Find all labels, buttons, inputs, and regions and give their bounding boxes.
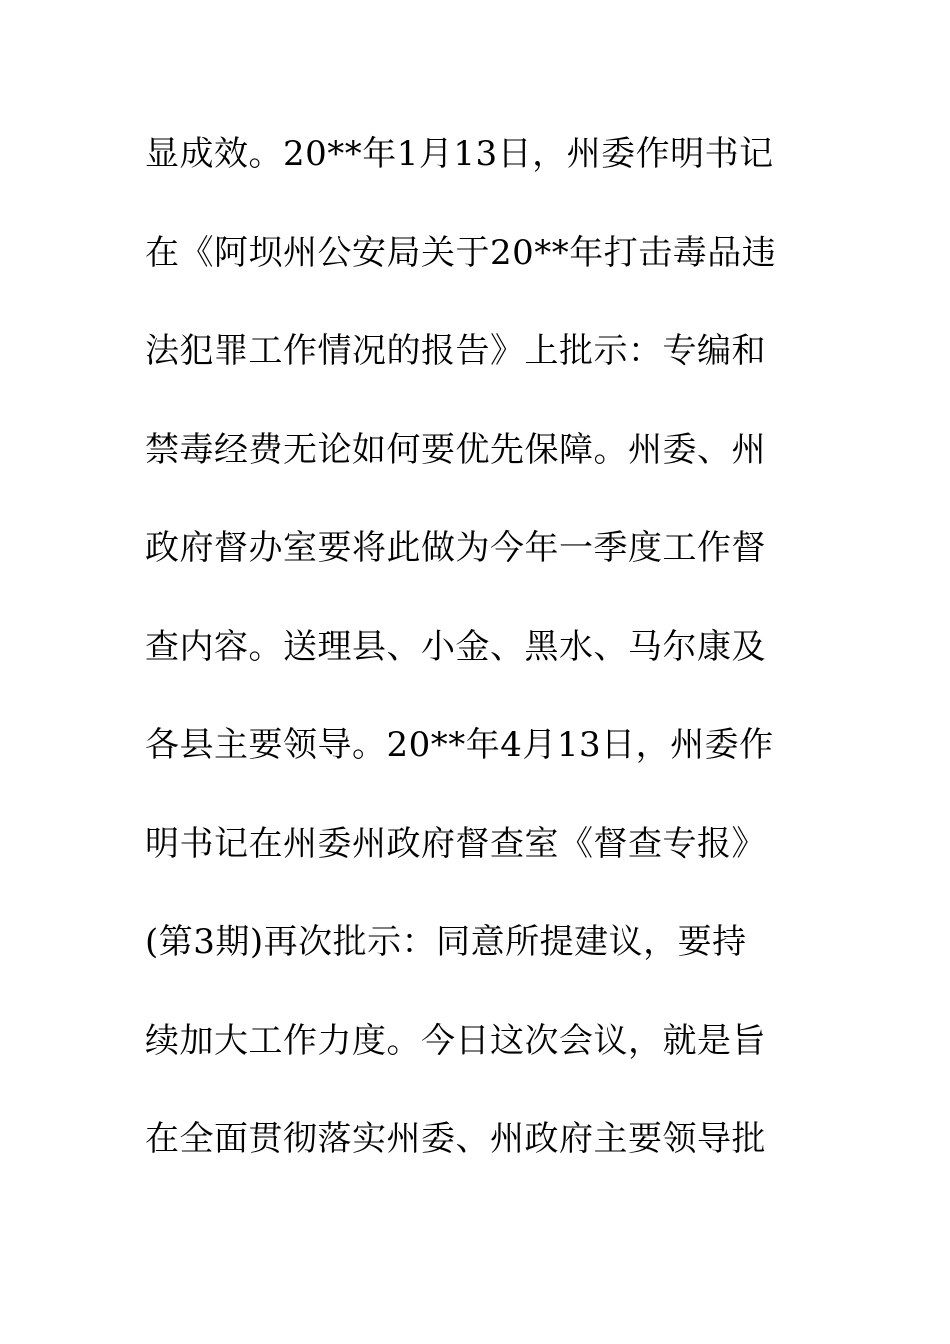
text-line-11: 在全面贯彻落实州委、州政府主要领导批	[145, 1119, 766, 1159]
text-line-4: 禁毒经费无论如何要优先保障。州委、州	[145, 429, 766, 470]
text-line-1: 显成效。20**年1月13日，州委作明书记	[145, 134, 774, 174]
text-line-2: 在《阿坝州公安局关于20**年打击毒品违	[145, 232, 777, 273]
text-line-3: 法犯罪工作情况的报告》上批示：专编和	[145, 331, 766, 371]
body-text	[145, 128, 795, 1212]
text-line-10: 续加大工作力度。今日这次会议，就是旨	[145, 1020, 766, 1061]
text-line-9: (第3期)再次批示：同意所提建议，要持	[145, 922, 747, 962]
text-line-7: 各县主要领导。20**年4月13日，州委作	[145, 725, 774, 765]
text-line-6: 查内容。送理县、小金、黑水、马尔康及	[145, 626, 766, 667]
text-line-5: 政府督办室要将此做为今年一季度工作督	[145, 528, 766, 568]
text-line-8: 明书记在州委州政府督查室《督查专报》	[145, 823, 766, 864]
